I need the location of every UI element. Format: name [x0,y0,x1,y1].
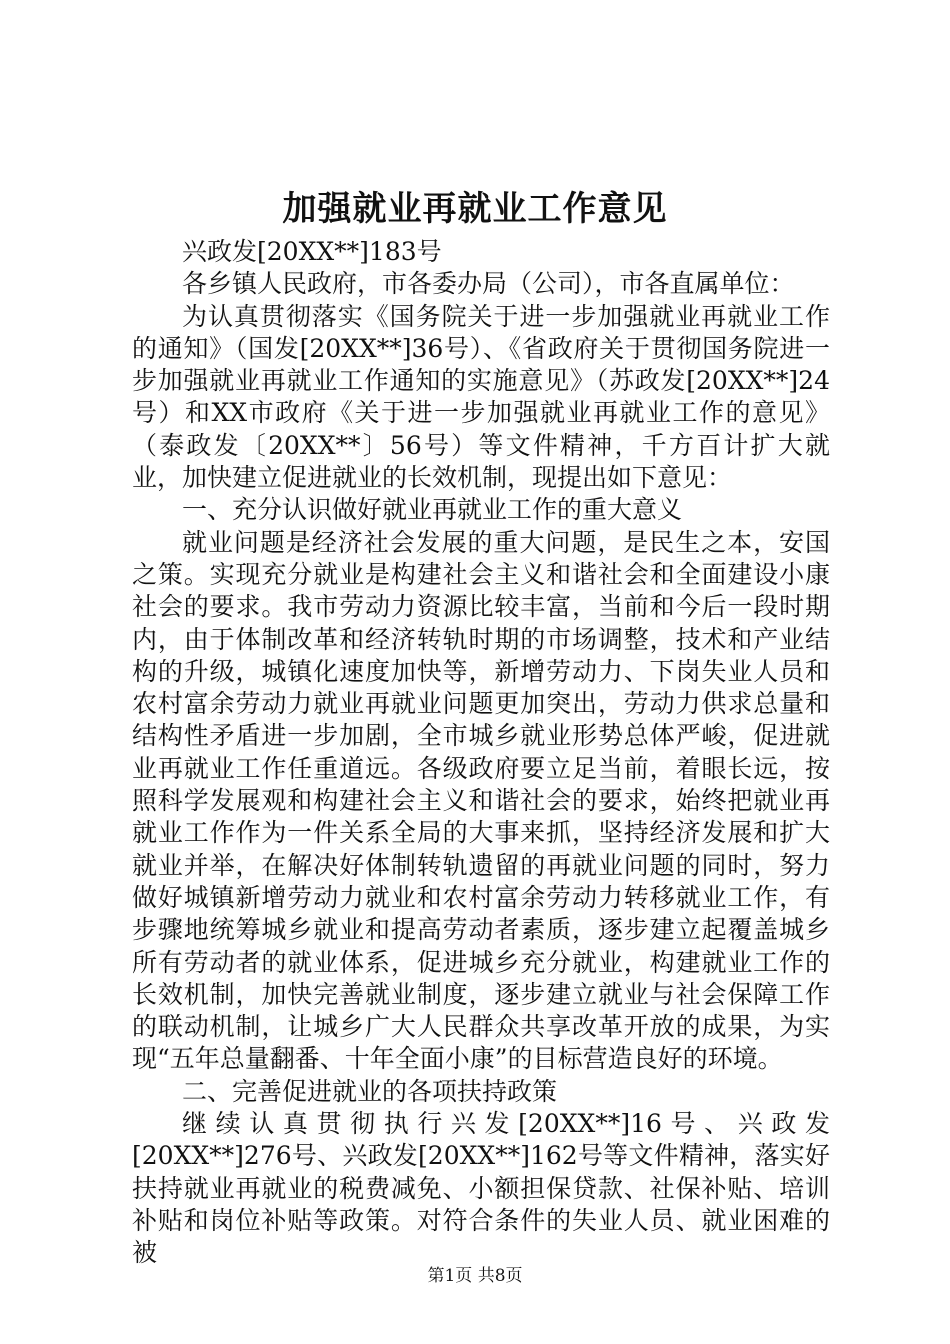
document-body [132,236,830,1270]
section-body-1: 就业问题是经济社会发展的重大问题，是民生之本，安国之策。实现充分就业是构建社会主义和谐社会和全面建设小康社会的要求。我市劳动力资源比较丰富，当前和今后一段时期内，由于体制改革和经济转轨时期的市场调整，技术和产业结构的升级，城镇化速度加快等，新增劳动力、下岗失业人员和农村富余劳动力就业再就业问题更加突出，劳动力供求总量和结构性矛盾进一步加剧，全市城乡就业形势总体严峻，促进就业再就业工作任重道远。各级政府要立足当前，着眼长远，按照科学发展观和构建社会主义和谐社会的要求，始终把就业再就业工作作为一件关系全局的大事来抓，坚持经济发展和扩大就业并举，在解决好体制转轨遗留的再就业问题的同时，努力做好城镇新增劳动力就业和农村富余劳动力转移就业工作，有步骤地统筹城乡就业和提高劳动者素质，逐步建立起覆盖城乡所有劳动者的就业体系，促进城乡充分就业，构建就业工作的长效机制，加快完善就业制度，逐步建立就业与社会保障工作的联动机制，让城乡广大人民群众共享改革开放的成果，为实现“五年总量翻番、十年全面小康”的目标营造良好的环境。 [132,527,830,1074]
section-heading-2: 二、完善促进就业的各项扶持政策 [182,1076,558,1106]
page-footer: 第1页 共8页 [427,1266,523,1286]
section-heading-1: 一、充分认识做好就业再就业工作的重大意义 [182,495,683,525]
document-title: 加强就业再就业工作意见 [282,189,668,229]
intro-paragraph: 为认真贯彻落实《国务院关于进一步加强就业再就业工作的通知》（国发[20XX**]36号）、《省政府关于贯彻国务院进一步加强就业再就业工作通知的实施意见》（苏政发[20XX**]24号）和XX市政府《关于进一步加强就业再就业工作的意见》（泰政发〔20XX**〕56号）等文件精神，千方百计扩大就业，加快建立促进就业的长效机制，现提出如下意见： [132,301,830,493]
section-body-2: 继续认真贯彻执行兴发[20XX**]16号、兴政发[20XX**]276号、兴政发[20XX**]162号等文件精神，落实好扶持就业再就业的税费减免、小额担保贷款、社保补贴、培训补贴和岗位补贴等政策。对符合条件的失业人员、就业困难的被 [132,1109,830,1268]
recipients-line: 各乡镇人民政府，市各委办局（公司），市各直属单位： [182,269,795,299]
document-number: 兴政发[20XX**]183号 [182,237,442,266]
